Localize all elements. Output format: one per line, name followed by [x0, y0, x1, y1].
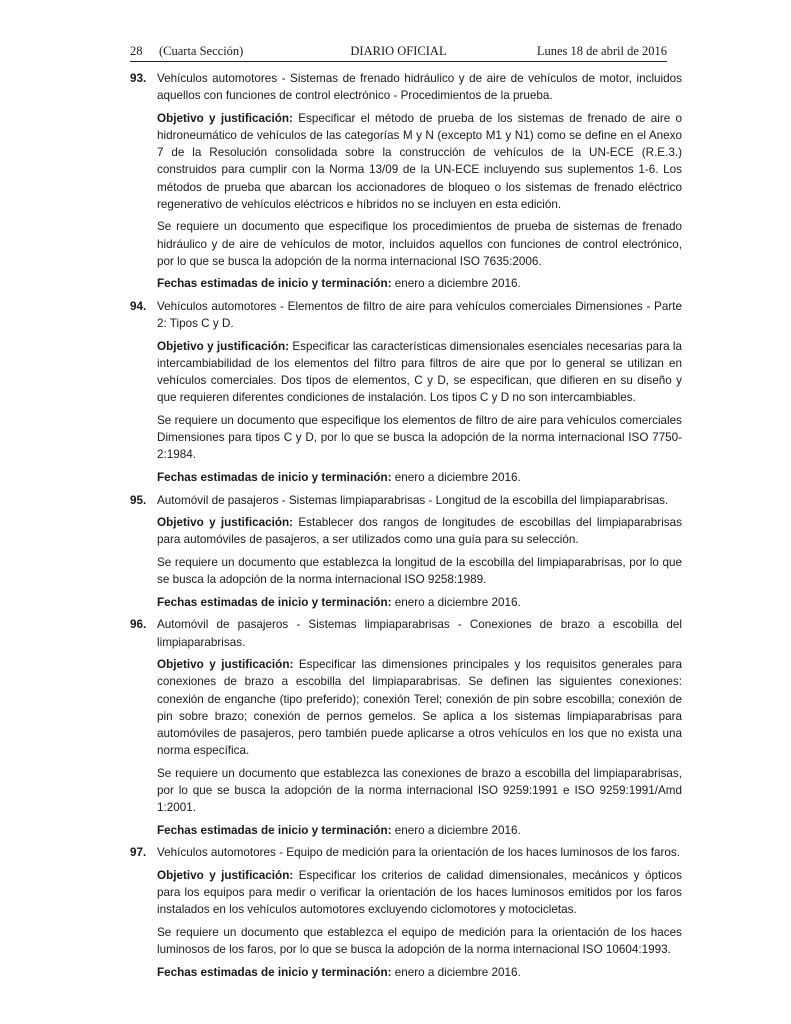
header-date: Lunes 18 de abril de 2016: [536, 44, 667, 58]
item-title: Automóvil de pasajeros - Sistemas limpiaparabrisas - Longitud de la escobilla del limpiaparabrisas.: [157, 493, 669, 507]
list-item: [130, 70, 682, 293]
objetivo-label: Objetivo y justificación:: [157, 868, 294, 882]
page-header: [130, 44, 667, 59]
objetivo-text: Especificar el método de prueba de los sistemas de frenado de aire o hidroneumático de vehículos de las categorías M y N (excepto M1 y N1) como se define en el Anexo 7 de la Resolución consolidada sobre la construcción de vehículos de la UN-ECE (R.E.3.) construidos para cumplir con la Norma 13/09 de la UN-ECE incluyendo sus suplementos 1-6. Los métodos de prueba que abarcan los accionadores de bloqueo o los sistemas de frenado eléctrico regenerativo de vehículos eléctricos e híbridos no se incluyen en esta edición.: [157, 111, 682, 211]
requirement-paragraph: Se requiere un documento que establezca las conexiones de brazo a escobilla del limpiaparabrisas, por lo que se busca la adopción de la norma internacional ISO 9259:1991 e ISO 9259:1991/Amd 1:2001.: [157, 766, 682, 815]
objetivo-paragraph: [157, 514, 682, 548]
item-title: Automóvil de pasajeros - Sistemas limpiaparabrisas - Conexiones de brazo a escobilla del limpiaparabrisas.: [157, 618, 682, 649]
objetivo-label: Objetivo y justificación:: [157, 658, 294, 672]
dates-label: Fechas estimadas de inicio y terminación:: [157, 823, 392, 837]
objetivo-text: Especificar las dimensiones principales y los requisitos generales para conexiones de brazo a escobilla del limpiaparabrisas. Se definen las siguientes conexiones: conexión de enganche (tipo preferido); conexión Terel; conexión de pin sobre escobilla; conexión de pin sobre brazo; conexión de pernos gemelos. Se aplica a los sistemas limpiaparabrisas para automóviles de pasajeros, pero también puede aplicarse a otros vehículos en los que no exista una norma específica.: [157, 658, 683, 758]
item-number: 94.: [130, 300, 147, 313]
requirement-paragraph: Se requiere un documento que establezca la longitud de la escobilla del limpiaparabrisas, por lo que se busca la adopción de la norma internacional ISO 9258:1989.: [157, 555, 682, 587]
requirement-paragraph: Se requiere un documento que especifique los procedimientos de prueba de sistemas de frenado hidráulico y de aire de vehículos de motor, incluidos aquellos con funciones de control electrónico, por lo que se busca la adopción de la norma internacional ISO 7635:2006.: [157, 220, 682, 268]
requirement-paragraph: Se requiere un documento que establezca el equipo de medición para la orientación de los haces luminosos de los faros, por lo que se busca la adopción de la norma internacional ISO 10604:1993.: [157, 925, 682, 957]
item-title: Vehículos automotores - Elementos de filtro de aire para vehículos comerciales Dimensiones - Parte 2: Tipos C y D.: [157, 300, 682, 331]
dates-label: Fechas estimadas de inicio y terminación:: [157, 965, 392, 979]
dates-value: enero a diciembre 2016.: [394, 965, 521, 979]
list-item: [130, 616, 682, 839]
header-title: DIARIO OFICIAL: [350, 44, 447, 58]
objetivo-label: Objetivo y justificación:: [157, 516, 293, 530]
header-page-number: 28: [130, 44, 143, 58]
objetivo-paragraph: [157, 867, 682, 919]
objetivo-label: Objetivo y justificación:: [157, 339, 289, 353]
objetivo-text: Especificar los criterios de calidad dimensionales, mecánicos y ópticos para los equipos para medir o verificar la orientación de los haces luminosos emitidos por los faros instalados en los vehículos automotores excluyendo ciclomotores y motocicletas.: [157, 868, 682, 917]
item-number: 93.: [130, 72, 147, 85]
item-number: 97.: [130, 846, 147, 860]
header-section: (Cuarta Sección): [159, 44, 244, 58]
dates-value: enero a diciembre 2016.: [394, 595, 521, 609]
objetivo-text: Especificar las características dimensionales esenciales necesarias para la intercambiabilidad de los elementos del filtro para filtros de aire que por lo general se utilizan en vehículos comerciales. Dos tipos de elementos, C y D, se especifican, que difieren en su diseño y que requieren diferentes condiciones de instalación. Los tipos C y D no son intercambiables.: [157, 339, 682, 405]
dates-value: enero a diciembre 2016.: [394, 823, 521, 837]
objetivo-paragraph: [157, 656, 682, 759]
item-number: 96.: [130, 618, 147, 632]
list-item: [130, 298, 682, 486]
document-body: [130, 70, 682, 986]
objetivo-label: Objetivo y justificación:: [157, 111, 293, 125]
dates-paragraph: [157, 275, 682, 292]
objetivo-paragraph: [157, 338, 682, 407]
item-title: Vehículos automotores - Equipo de medición para la orientación de los haces luminosos de los faros.: [157, 846, 680, 860]
objetivo-text: Establecer dos rangos de longitudes de escobillas del limpiaparabrisas para automóviles de pasajeros, a ser utilizados como una guía para su selección.: [157, 516, 682, 547]
dates-label: Fechas estimadas de inicio y terminación:: [157, 471, 392, 484]
dates-value: enero a diciembre 2016.: [394, 471, 521, 484]
dates-paragraph: [157, 964, 682, 981]
header-rule: [130, 61, 667, 62]
list-item: [130, 492, 682, 611]
dates-value: enero a diciembre 2016.: [394, 277, 521, 291]
list-item: [130, 844, 682, 981]
requirement-paragraph: Se requiere un documento que especifique los elementos de filtro de aire para vehículos comerciales Dimensiones para tipos C y D, por lo que se busca la adopción de la norma internacional ISO 7750-2:1984.: [157, 414, 682, 462]
dates-paragraph: [157, 594, 682, 611]
dates-paragraph: [157, 822, 682, 839]
dates-label: Fechas estimadas de inicio y terminación:: [157, 277, 392, 291]
dates-paragraph: [157, 469, 682, 486]
item-number: 95.: [130, 493, 147, 507]
objetivo-paragraph: [157, 110, 682, 213]
item-title: Vehículos automotores - Sistemas de frenado hidráulico y de aire de vehículos de motor, incluidos aquellos con funciones de control electrónico - Procedimientos de la prueba.: [157, 72, 682, 103]
dates-label: Fechas estimadas de inicio y terminación:: [157, 595, 392, 609]
